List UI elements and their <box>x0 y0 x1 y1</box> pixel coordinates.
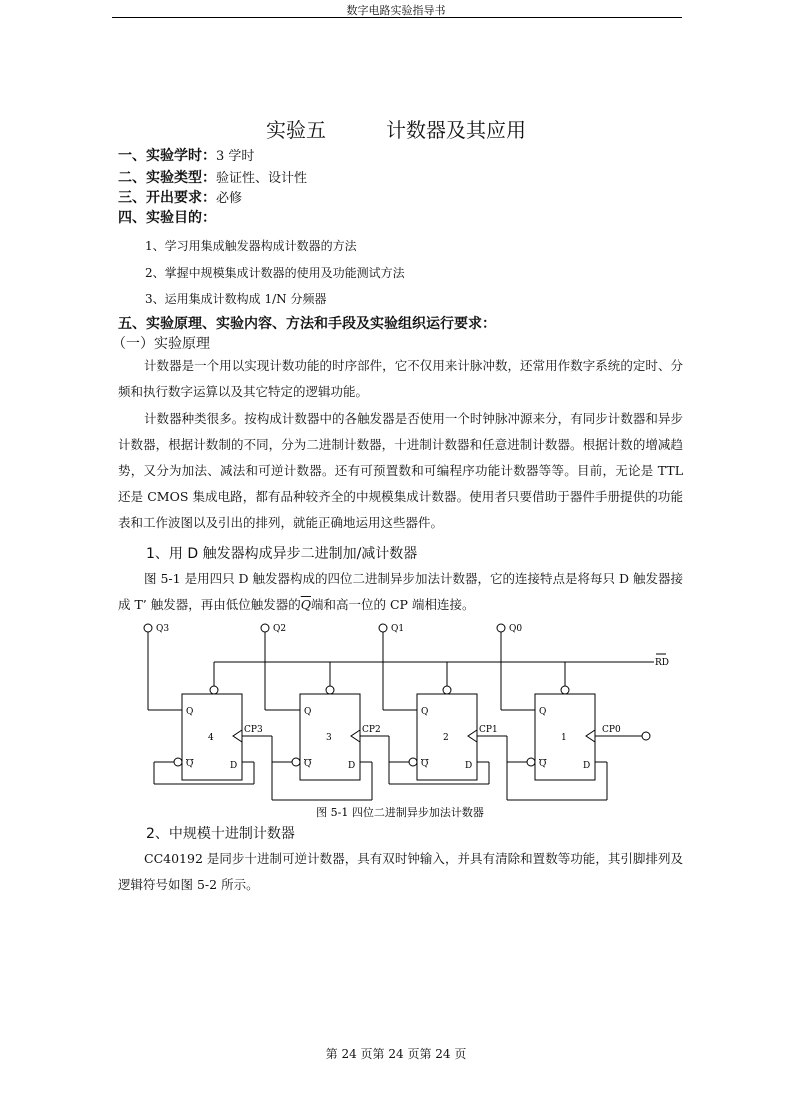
title-experiment-number: 实验五 <box>266 118 326 142</box>
pin-d-label: D <box>230 761 238 771</box>
cp0-label: CP0 <box>602 725 621 735</box>
heading-decimal-counter: 2、中规模十进制计数器 <box>146 826 295 842</box>
cp2-label: CP2 <box>362 725 381 735</box>
info-type: 二、实验类型：验证性、设计性 <box>118 170 308 186</box>
paragraph-4: CC40192 是同步十进制可逆计数器，具有双时钟输入，并具有清除和置数等功能，其引脚排列及逻辑符号如图 5-2 所示。 <box>118 851 683 892</box>
ff-number: 3 <box>326 733 332 743</box>
figure-caption: 图 5-1 四位二进制异步加法计数器 <box>316 806 484 819</box>
subsection-principle: （一）实验原理 <box>112 336 210 352</box>
pin-q-label: Q <box>421 707 429 717</box>
output-q0-label: Q0 <box>509 624 523 634</box>
pin-q-label: Q <box>186 707 194 717</box>
pin-q-label: Q <box>539 707 547 717</box>
ff-number: 2 <box>443 733 449 743</box>
pin-d-label: D <box>583 761 591 771</box>
paragraph-2: 计数器种类很多。按构成计数器中的各触发器是否使用一个时钟脉冲源来分，有同步计数器和异步计数器，根据计数制的不同，分为二进制计数器，十进制计数器和任意进制计数器。根据计数的增减趋势，又分为加法、减法和可逆计数器。还有可预置数和可编程序功能计数器等等。目前，无论是 TTL 还是 CMOS 集成电路，都有品种较齐全的中规模集成计数器。使用者只要借助于器件手册提供的功能表和工作波图以及引出的排列，就能正确地运用这些器件。 <box>118 411 683 530</box>
info-requirement: 三、开出要求：必修 <box>118 190 243 206</box>
page-title <box>0 114 792 143</box>
info-objectives-heading: 四、实验目的： <box>118 210 216 226</box>
objective-item: 3、运用集成计数构成 1/N 分频器 <box>145 292 327 306</box>
paragraph-1: 计数器是一个用以实现计数功能的时序部件，它不仅用来计脉冲数，还常用作数字系统的定时、分频和执行数字运算以及其它特定的逻辑功能。 <box>118 358 683 399</box>
cp1-label: CP1 <box>479 725 498 735</box>
pin-qbar-label: Q <box>186 759 194 769</box>
output-q1-label: Q1 <box>391 624 405 634</box>
pin-d-label: D <box>348 761 356 771</box>
heading-d-flipflop-counter: 1、用 D 触发器构成异步二进制加/减计数器 <box>146 546 418 562</box>
pin-d-label: D <box>465 761 473 771</box>
pin-q-label: Q <box>304 707 312 717</box>
page-header: 数字电路实验指导书 <box>346 4 446 17</box>
figure-5-1-circuit <box>130 618 670 822</box>
output-q3-label: Q3 <box>156 624 170 634</box>
ff-number: 4 <box>208 733 214 743</box>
pin-qbar-label: Q <box>304 759 312 769</box>
title-experiment-name: 计数器及其应用 <box>386 118 526 142</box>
pin-qbar-label: Q <box>421 759 429 769</box>
info-hours: 一、实验学时：3 学时 <box>118 148 255 164</box>
objective-item: 2、掌握中规模集成计数器的使用及功能测试方法 <box>145 266 405 280</box>
ff-number: 1 <box>561 733 567 743</box>
paragraph-3: 图 5-1 是用四只 D 触发器构成的四位二进制异步加法计数器，它的连接特点是将每只 D 触发器接成 T’ 触发器，再由低位触发器的$\overline{Q}$端和高一位的 CP 端相连接。 <box>118 571 684 612</box>
page-footer: 第 24 页第 24 页第 24 页 <box>325 1047 467 1061</box>
section-5-heading: 五、实验原理、实验内容、方法和手段及实验组织运行要求： <box>118 316 496 332</box>
reset-label: RD <box>655 658 669 668</box>
output-q2-label: Q2 <box>273 624 287 634</box>
cp3-label: CP3 <box>244 725 263 735</box>
pin-qbar-label: Q <box>539 759 547 769</box>
objective-item: 1、学习用集成触发器构成计数器的方法 <box>145 239 357 253</box>
header-rule <box>112 17 682 18</box>
